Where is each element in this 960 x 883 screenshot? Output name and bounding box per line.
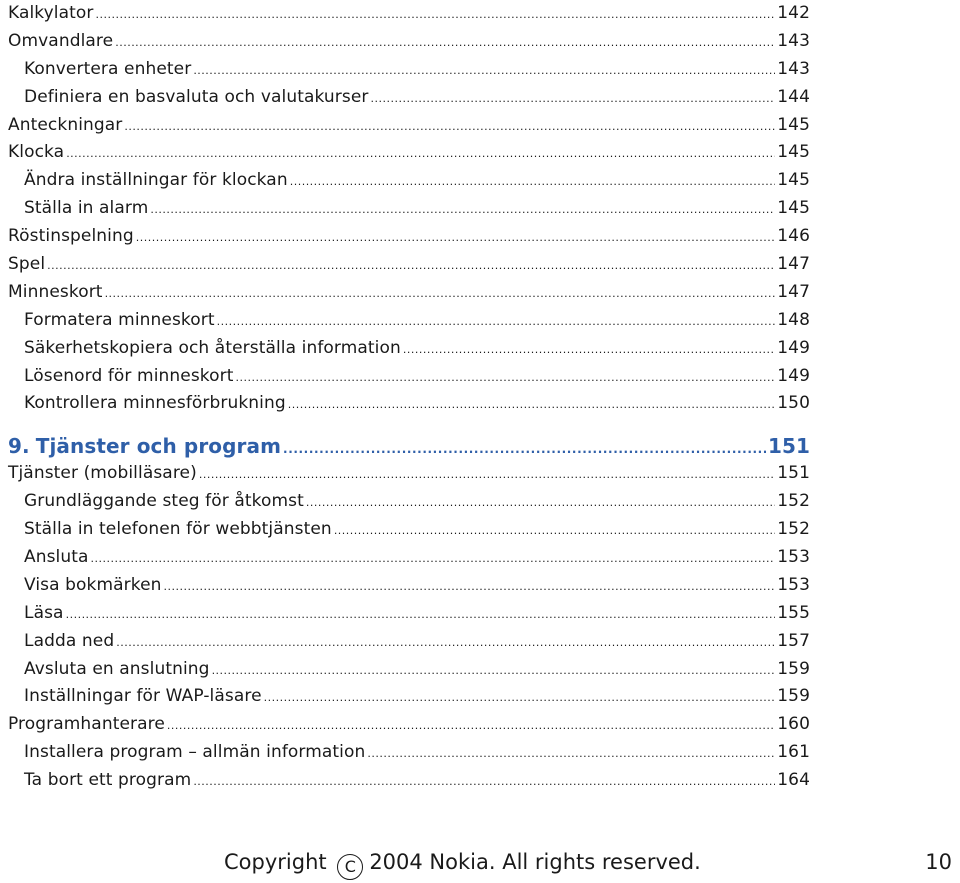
toc-entry-title: Klocka: [8, 142, 65, 163]
toc-entry-title: Anteckningar: [8, 114, 123, 135]
toc-dot-leader: [212, 657, 776, 685]
toc-entry-title: Ta bort ett program: [24, 770, 192, 791]
toc-entry[interactable]: [8, 279, 810, 307]
toc-entry[interactable]: [8, 139, 810, 167]
toc-entry-title: [8, 432, 281, 460]
toc-entry[interactable]: [8, 195, 810, 223]
toc-page-number: 160: [777, 714, 810, 735]
toc-page-number: 152: [777, 491, 810, 512]
toc-entry[interactable]: [8, 711, 810, 739]
toc-entry[interactable]: [8, 363, 810, 391]
toc-page-number: 148: [777, 309, 810, 330]
toc-entry-title: Ansluta: [24, 547, 89, 568]
toc-dot-leader: [288, 391, 775, 419]
page-footer: [0, 850, 960, 882]
toc-entry[interactable]: [8, 544, 810, 572]
toc-entry[interactable]: [8, 84, 810, 112]
toc-entry-title: Ändra inställningar för klockan: [24, 170, 288, 191]
toc-entry-title: Omvandlare: [8, 30, 114, 51]
toc-entry[interactable]: [8, 683, 810, 711]
toc-entry-title: Säkerhetskopiera och återställa information: [24, 337, 401, 358]
toc-page-number: 144: [777, 86, 810, 107]
toc-page-number: 151: [767, 434, 810, 459]
toc-dot-leader: [367, 740, 775, 768]
toc-entry[interactable]: [8, 223, 810, 251]
toc-entry[interactable]: [8, 251, 810, 279]
toc-entry[interactable]: [8, 28, 810, 56]
toc-entry-title: Kontrollera minnesförbrukning: [24, 393, 286, 414]
toc-page-number: 143: [777, 30, 810, 51]
toc-entry[interactable]: [8, 628, 810, 656]
toc-dot-leader: [150, 196, 775, 224]
toc-dot-leader: [124, 113, 775, 141]
toc-entry[interactable]: [8, 656, 810, 684]
toc-dot-leader: [334, 517, 775, 545]
toc-page-number: 149: [777, 365, 810, 386]
toc-page-number: 150: [777, 393, 810, 414]
toc-entry-title: Inställningar för WAP-läsare: [24, 686, 262, 707]
copyright-prefix: Copyright: [224, 850, 327, 874]
toc-dot-leader: [66, 140, 775, 168]
toc-dot-leader: [164, 573, 776, 601]
toc-entry-title: Visa bokmärken: [24, 574, 162, 595]
toc-chapter-number: 9.: [8, 434, 30, 459]
toc-chapter-heading[interactable]: [8, 432, 810, 460]
toc-dot-leader: [403, 336, 775, 364]
toc-page-number: 145: [777, 114, 810, 135]
toc-dot-leader: [66, 601, 776, 629]
toc-entry-title: Installera program – allmän information: [24, 742, 366, 763]
toc-entry-title: Definiera en basvaluta och valutakurser: [24, 86, 369, 107]
toc-dot-leader: [290, 168, 776, 196]
toc-page-number: 159: [777, 686, 810, 707]
toc-entry-title: Konvertera enheter: [24, 58, 192, 79]
toc-page-number: 153: [777, 547, 810, 568]
toc-entry-title: Ställa in alarm: [24, 198, 149, 219]
copyright-notice: [224, 850, 701, 880]
toc-entry-title: Lösenord för minneskort: [24, 365, 234, 386]
toc-entry[interactable]: [8, 307, 810, 335]
toc-entry[interactable]: [8, 600, 810, 628]
toc-entry-title: Minneskort: [8, 281, 103, 302]
toc-page-number: 145: [777, 142, 810, 163]
toc-dot-leader: [91, 545, 776, 573]
toc-page-number: 164: [777, 770, 810, 791]
toc-page-number: 142: [777, 3, 810, 23]
toc-entry-title: Ladda ned: [24, 630, 115, 651]
toc-page-number: 147: [777, 254, 810, 275]
toc-page-number: 159: [777, 658, 810, 679]
table-of-contents: [8, 0, 810, 795]
toc-entry[interactable]: [8, 56, 810, 84]
toc-entry[interactable]: [8, 112, 810, 140]
toc-dot-leader: [115, 29, 775, 57]
toc-page-number: 149: [777, 337, 810, 358]
toc-dot-leader: [193, 768, 775, 796]
toc-page-number: 146: [777, 226, 810, 247]
toc-dot-leader: [306, 489, 775, 517]
copyright-icon: C: [337, 854, 363, 880]
toc-page-number: 155: [777, 602, 810, 623]
toc-page-number: 143: [777, 58, 810, 79]
toc-entry-title: Tjänster (mobilläsare): [8, 463, 197, 484]
toc-entry-title: Avsluta en anslutning: [24, 658, 210, 679]
toc-dot-leader: [136, 224, 775, 252]
toc-page-number: 152: [777, 519, 810, 540]
toc-entry-title: Kalkylator: [8, 3, 94, 23]
toc-dot-leader: [116, 629, 775, 657]
toc-entry-title: Formatera minneskort: [24, 309, 215, 330]
page-number: 10: [925, 850, 952, 874]
toc-dot-leader: [167, 712, 775, 740]
toc-page-number: 145: [777, 198, 810, 219]
toc-page-number: 145: [777, 170, 810, 191]
toc-dot-leader: [96, 1, 776, 29]
toc-page-number: 157: [777, 630, 810, 651]
toc-entry[interactable]: [8, 572, 810, 600]
toc-entry-title: Röstinspelning: [8, 226, 134, 247]
toc-entry-title: Programhanterare: [8, 714, 165, 735]
toc-entry[interactable]: [8, 516, 810, 544]
toc-page-number: 147: [777, 281, 810, 302]
toc-dot-leader: [193, 57, 775, 85]
toc-entry[interactable]: [8, 488, 810, 516]
copyright-text: 2004 Nokia. All rights reserved.: [369, 850, 701, 874]
toc-entry[interactable]: [8, 0, 810, 28]
toc-page-number: 153: [777, 574, 810, 595]
toc-dot-leader: [264, 684, 776, 712]
toc-entry-title: Grundläggande steg för åtkomst: [24, 491, 304, 512]
toc-dot-leader: [47, 252, 775, 280]
toc-entry[interactable]: [8, 460, 810, 488]
toc-page-number: 151: [777, 463, 810, 484]
toc-entry-title: Spel: [8, 254, 46, 275]
toc-entry[interactable]: [8, 390, 810, 418]
toc-entry[interactable]: [8, 335, 810, 363]
toc-entry-title: Läsa: [24, 602, 64, 623]
toc-entry[interactable]: [8, 767, 810, 795]
toc-entry[interactable]: [8, 167, 810, 195]
toc-dot-leader: [370, 85, 775, 113]
toc-dot-leader: [105, 280, 776, 308]
toc-dot-leader: [283, 435, 766, 463]
toc-entry[interactable]: [8, 739, 810, 767]
toc-dot-leader: [235, 364, 775, 392]
toc-dot-leader: [199, 461, 775, 489]
toc-dot-leader: [217, 308, 776, 336]
toc-entry-title: Ställa in telefonen för webbtjänsten: [24, 519, 332, 540]
toc-page-number: 161: [777, 742, 810, 763]
toc-chapter-title: Tjänster och program: [35, 434, 282, 459]
